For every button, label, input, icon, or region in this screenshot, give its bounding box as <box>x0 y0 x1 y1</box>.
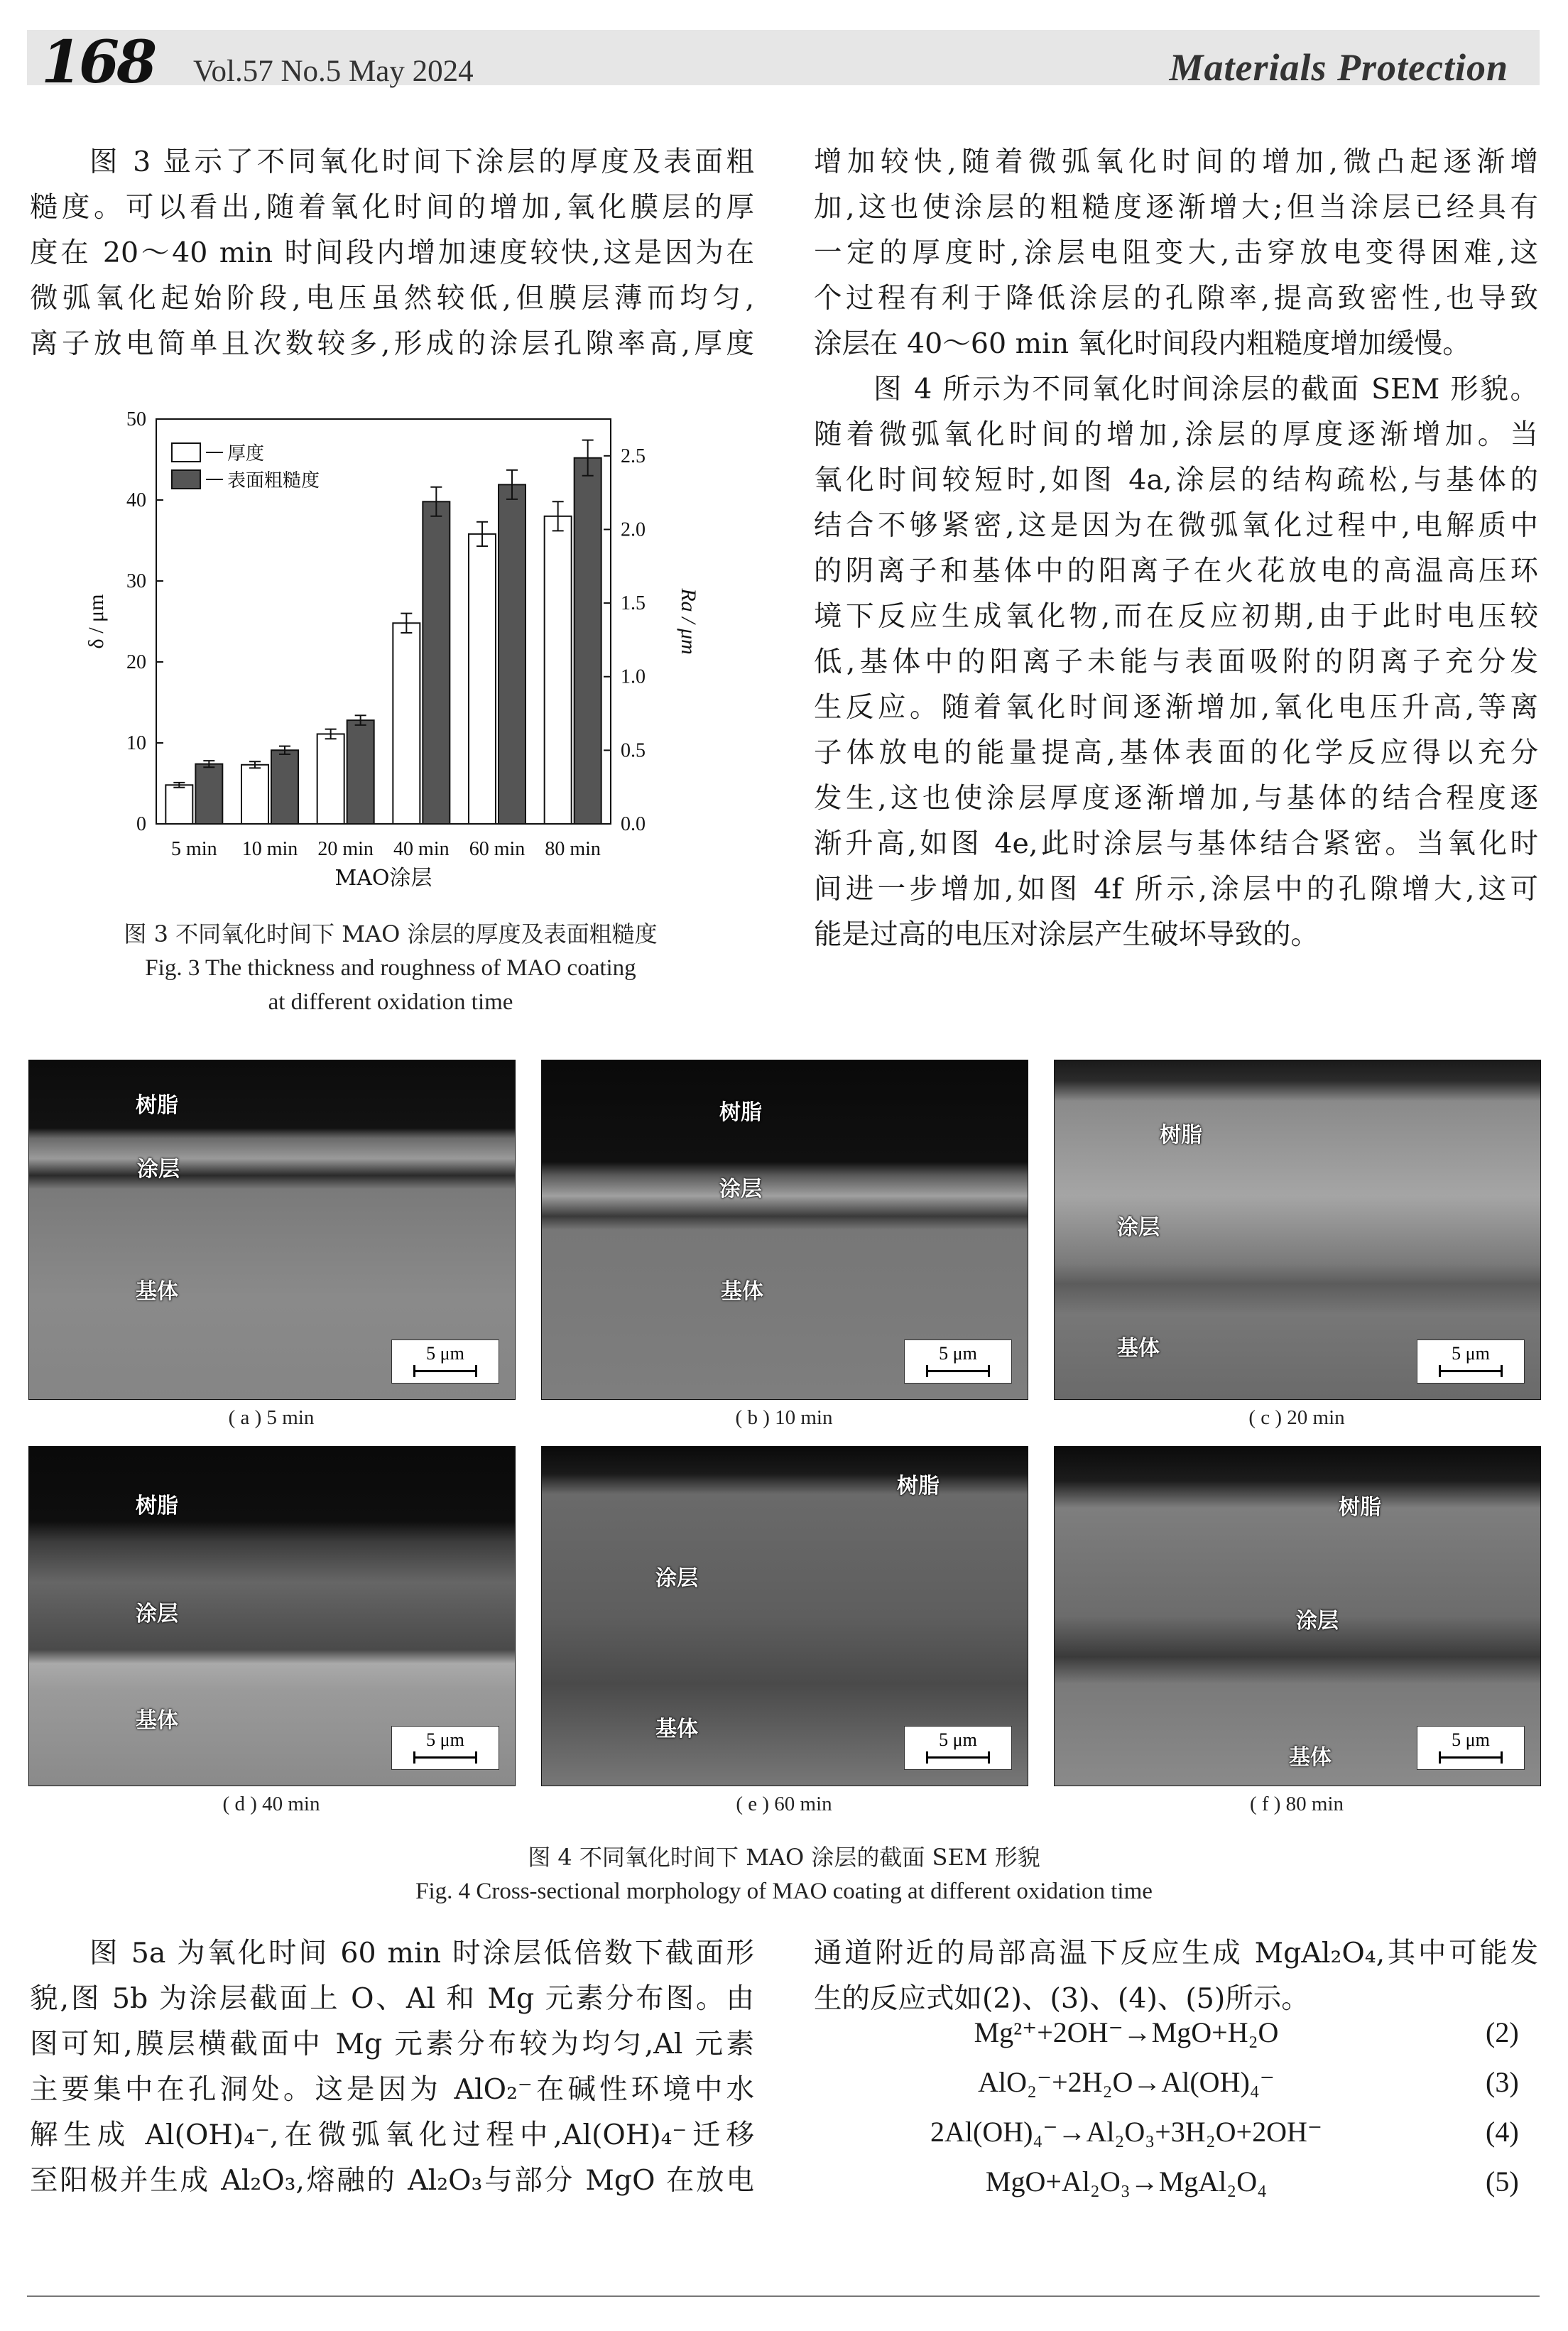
text-line: 生的反应式如(2)、(3)、(4)、(5)所示。 <box>814 1982 1310 2015</box>
bar-thickness <box>393 623 420 824</box>
sem-panel-caption: ( f ) 80 min <box>1249 1793 1344 1815</box>
text-line: 离子放电简单且次数较多,形成的涂层孔隙率高,厚度 <box>30 327 754 360</box>
equation-expression: Mg²⁺+2OH⁻→MgO+H₂O <box>974 2016 1279 2048</box>
sem-label-coating: 涂层 <box>137 1157 180 1182</box>
scale-bar-line <box>926 1370 990 1372</box>
text-line: 至阳极并生成 Al₂O₃,熔融的 Al₂O₃与部分 MgO 在放电 <box>30 2164 754 2197</box>
text-line: 能是过高的电压对涂层产生破坏导致的。 <box>814 918 1319 951</box>
sem-label-resin: 树脂 <box>1339 1495 1381 1520</box>
text-line: 增加较快,随着微弧氧化时间的增加,微凸起逐渐增 <box>814 146 1538 178</box>
left-column-bottom-text <box>30 1930 754 2203</box>
sem-panel-caption: ( c ) 20 min <box>1248 1406 1345 1429</box>
text-line: 解生成 Al(OH)₄⁻,在微弧氧化过程中,Al(OH)₄⁻迁移 <box>30 2119 754 2151</box>
text-line: 图可知,膜层横截面中 Mg 元素分布较为均匀,Al 元素 <box>30 2028 754 2060</box>
text-line: 个过程有利于降低涂层的孔隙率,提高致密性,也导致 <box>814 282 1538 315</box>
scale-bar-line <box>1439 1370 1503 1372</box>
y-right-tick-label: 0.0 <box>621 813 646 835</box>
fig3-bar-chart <box>71 398 710 909</box>
scale-bar-label: 5 μm <box>939 1729 977 1750</box>
text-line: 低,基体中的阳离子未能与表面吸附的阴离子充分发 <box>814 646 1538 678</box>
volume-issue: Vol.57 No.5 May 2024 <box>193 55 474 88</box>
sem-label-resin: 树脂 <box>136 1494 178 1518</box>
text-line: 微弧氧化起始阶段,电压虽然较低,但膜层薄而均匀, <box>30 282 754 315</box>
scale-bar-label: 5 μm <box>426 1729 464 1750</box>
scale-bar <box>904 1340 1012 1384</box>
text-line: 发生,这也使涂层厚度逐渐增加,与基体的结合程度逐 <box>814 782 1538 815</box>
y-left-tick-label: 50 <box>126 408 146 430</box>
sem-label-coating: 涂层 <box>1117 1215 1160 1240</box>
legend-swatch <box>172 443 200 462</box>
sem-panel-caption: ( e ) 60 min <box>736 1793 832 1815</box>
equation-number: (3) <box>1486 2066 1519 2098</box>
sem-label-coating: 涂层 <box>1296 1609 1339 1634</box>
text-line: 子体放电的能量提高,基体表面的化学反应得以充分 <box>814 737 1538 769</box>
bar-roughness <box>499 484 526 824</box>
scale-bar <box>391 1726 499 1770</box>
legend-label: 表面粗糙度 <box>227 470 320 491</box>
bar-thickness <box>469 534 496 824</box>
text-line: 图 4 所示为不同氧化时间涂层的截面 SEM 形貌。 <box>873 373 1538 406</box>
sem-label-substrate: 基体 <box>1117 1336 1160 1361</box>
x-axis-label: MAO涂层 <box>334 866 432 891</box>
fig3-caption-en-line2: at different oxidation time <box>268 989 513 1015</box>
sem-label-coating: 涂层 <box>719 1177 762 1202</box>
scale-bar-label: 5 μm <box>939 1343 977 1364</box>
equation-expression: MgO+Al₂O₃→MgAl₂O₄ <box>985 2166 1268 2197</box>
scale-bar <box>904 1726 1012 1770</box>
sem-label-coating: 涂层 <box>655 1566 698 1591</box>
y-right-tick-label: 2.5 <box>621 445 646 467</box>
text-line: 生反应。随着氧化时间逐渐增加,氧化电压升高,等离 <box>814 691 1538 724</box>
legend-label: 厚度 <box>227 443 265 464</box>
bar-roughness <box>575 458 601 824</box>
y-left-tick-label: 10 <box>126 732 146 754</box>
text-line: 间进一步增加,如图 4f 所示,涂层中的孔隙增大,这可 <box>814 873 1538 906</box>
sem-panel <box>541 1060 1028 1400</box>
scale-bar <box>1417 1726 1525 1770</box>
sem-panel <box>1054 1060 1541 1400</box>
journal-title: Materials Protection <box>1169 46 1508 89</box>
bar-roughness <box>271 750 298 824</box>
x-tick-label: 5 min <box>171 838 217 860</box>
x-tick-label: 80 min <box>545 838 601 860</box>
fig3-caption-en-line1: Fig. 3 The thickness and roughness of MAO coating <box>145 955 636 981</box>
scale-bar <box>391 1340 499 1384</box>
bar-roughness <box>195 764 222 824</box>
scale-bar-line <box>413 1370 477 1372</box>
sem-panel-caption: ( d ) 40 min <box>222 1793 320 1815</box>
fig4-caption-en: Fig. 4 Cross-sectional morphology of MAO coating at different oxidation time <box>415 1879 1153 1904</box>
text-line: 结合不够紧密,这是因为在微弧氧化过程中,电解质中 <box>814 509 1538 542</box>
fig4-caption-cn: 图 4 不同氧化时间下 MAO 涂层的截面 SEM 形貌 <box>528 1844 1040 1871</box>
sem-label-substrate: 基体 <box>721 1279 763 1304</box>
sem-panel <box>1054 1446 1541 1786</box>
bar-thickness <box>241 765 268 824</box>
sem-label-resin: 树脂 <box>136 1093 178 1118</box>
x-tick-label: 60 min <box>469 838 526 860</box>
y-right-tick-label: 0.5 <box>621 739 646 762</box>
legend-swatch <box>172 470 200 489</box>
text-line: 的阴离子和基体中的阳离子在火花放电的高温高压环 <box>814 555 1538 587</box>
text-line: 氧化时间较短时,如图 4a,涂层的结构疏松,与基体的 <box>814 464 1538 496</box>
sem-label-substrate: 基体 <box>655 1717 698 1742</box>
y-left-tick-label: 20 <box>126 651 146 673</box>
text-line: 境下反应生成氧化物,而在反应初期,由于此时电压较 <box>814 600 1538 633</box>
sem-label-resin: 树脂 <box>1160 1123 1202 1148</box>
text-line: 图 5a 为氧化时间 60 min 时涂层低倍数下截面形 <box>89 1937 754 1969</box>
y-left-axis-label: δ / μm <box>85 594 108 649</box>
scale-bar-line <box>1439 1756 1503 1759</box>
x-tick-label: 40 min <box>393 838 450 860</box>
equation-number: (5) <box>1486 2166 1519 2197</box>
equation-expression: 2Al(OH)₄⁻→Al₂O₃+3H₂O+2OH⁻ <box>930 2116 1322 2148</box>
scale-bar-label: 5 μm <box>1452 1343 1490 1364</box>
y-right-tick-label: 2.0 <box>621 518 646 541</box>
page-number: 168 <box>41 28 155 97</box>
equation-expression: AlO₂⁻+2H₂O→Al(OH)₄⁻ <box>978 2066 1275 2098</box>
text-line: 一定的厚度时,涂层电阻变大,击穿放电变得困难,这 <box>814 237 1538 269</box>
text-line: 渐升高,如图 4e,此时涂层与基体结合紧密。当氧化时 <box>814 827 1538 860</box>
text-line: 糙度。可以看出,随着氧化时间的增加,氧化膜层的厚 <box>30 191 754 224</box>
sem-label-substrate: 基体 <box>136 1279 178 1304</box>
sem-label-substrate: 基体 <box>1289 1745 1332 1770</box>
bar-roughness <box>347 720 374 824</box>
bar-thickness <box>165 785 192 824</box>
bar-roughness <box>423 501 450 824</box>
y-left-tick-label: 0 <box>136 813 146 835</box>
bar-thickness <box>545 516 572 824</box>
fig3-caption-cn: 图 3 不同氧化时间下 MAO 涂层的厚度及表面粗糙度 <box>124 920 658 947</box>
sem-label-resin: 树脂 <box>719 1100 762 1125</box>
text-line: 涂层在 40～60 min 氧化时间段内粗糙度增加缓慢。 <box>814 327 1471 360</box>
page-header <box>0 0 1568 142</box>
y-right-tick-label: 1.5 <box>621 592 646 615</box>
scale-bar-line <box>413 1756 477 1759</box>
bar-thickness <box>317 734 344 824</box>
equation-number: (2) <box>1486 2016 1519 2048</box>
sem-label-coating: 涂层 <box>136 1602 178 1626</box>
scale-bar-line <box>926 1756 990 1759</box>
sem-panel <box>541 1446 1028 1786</box>
text-line: 图 3 显示了不同氧化时间下涂层的厚度及表面粗 <box>89 146 754 178</box>
text-line: 度在 20～40 min 时间段内增加速度较快,这是因为在 <box>30 237 754 269</box>
text-line: 随着微弧氧化时间的增加,涂层的厚度逐渐增加。当 <box>814 418 1538 451</box>
right-column-top-text <box>814 139 1538 957</box>
sem-panel <box>28 1446 516 1786</box>
left-column-top-text <box>30 139 754 366</box>
y-right-axis-label: Ra / μm <box>677 588 700 655</box>
sem-label-substrate: 基体 <box>136 1708 178 1733</box>
sem-panel-caption: ( a ) 5 min <box>228 1406 315 1429</box>
sem-panel <box>28 1060 516 1400</box>
scale-bar <box>1417 1340 1525 1384</box>
text-line: 加,这也使涂层的粗糙度逐渐增大;但当涂层已经具有 <box>814 191 1538 224</box>
footer-rule <box>27 2295 1540 2297</box>
scale-bar-label: 5 μm <box>1452 1729 1490 1750</box>
x-tick-label: 10 min <box>241 838 298 860</box>
sem-label-resin: 树脂 <box>897 1474 940 1499</box>
text-line: 通道附近的局部高温下反应生成 MgAl₂O₄,其中可能发 <box>814 1937 1538 1969</box>
equation-number: (4) <box>1486 2116 1519 2148</box>
text-line: 主要集中在孔洞处。这是因为 AlO₂⁻在碱性环境中水 <box>30 2073 754 2106</box>
sem-panel-caption: ( b ) 10 min <box>735 1406 833 1429</box>
text-line: 貌,图 5b 为涂层截面上 O、Al 和 Mg 元素分布图。由 <box>30 1982 754 2015</box>
plot-frame <box>156 419 611 824</box>
right-column-bottom-text <box>814 1930 1538 2021</box>
y-left-tick-label: 30 <box>126 570 146 592</box>
x-tick-label: 20 min <box>317 838 374 860</box>
y-right-tick-label: 1.0 <box>621 665 646 688</box>
y-left-tick-label: 40 <box>126 489 146 511</box>
scale-bar-label: 5 μm <box>426 1343 464 1364</box>
